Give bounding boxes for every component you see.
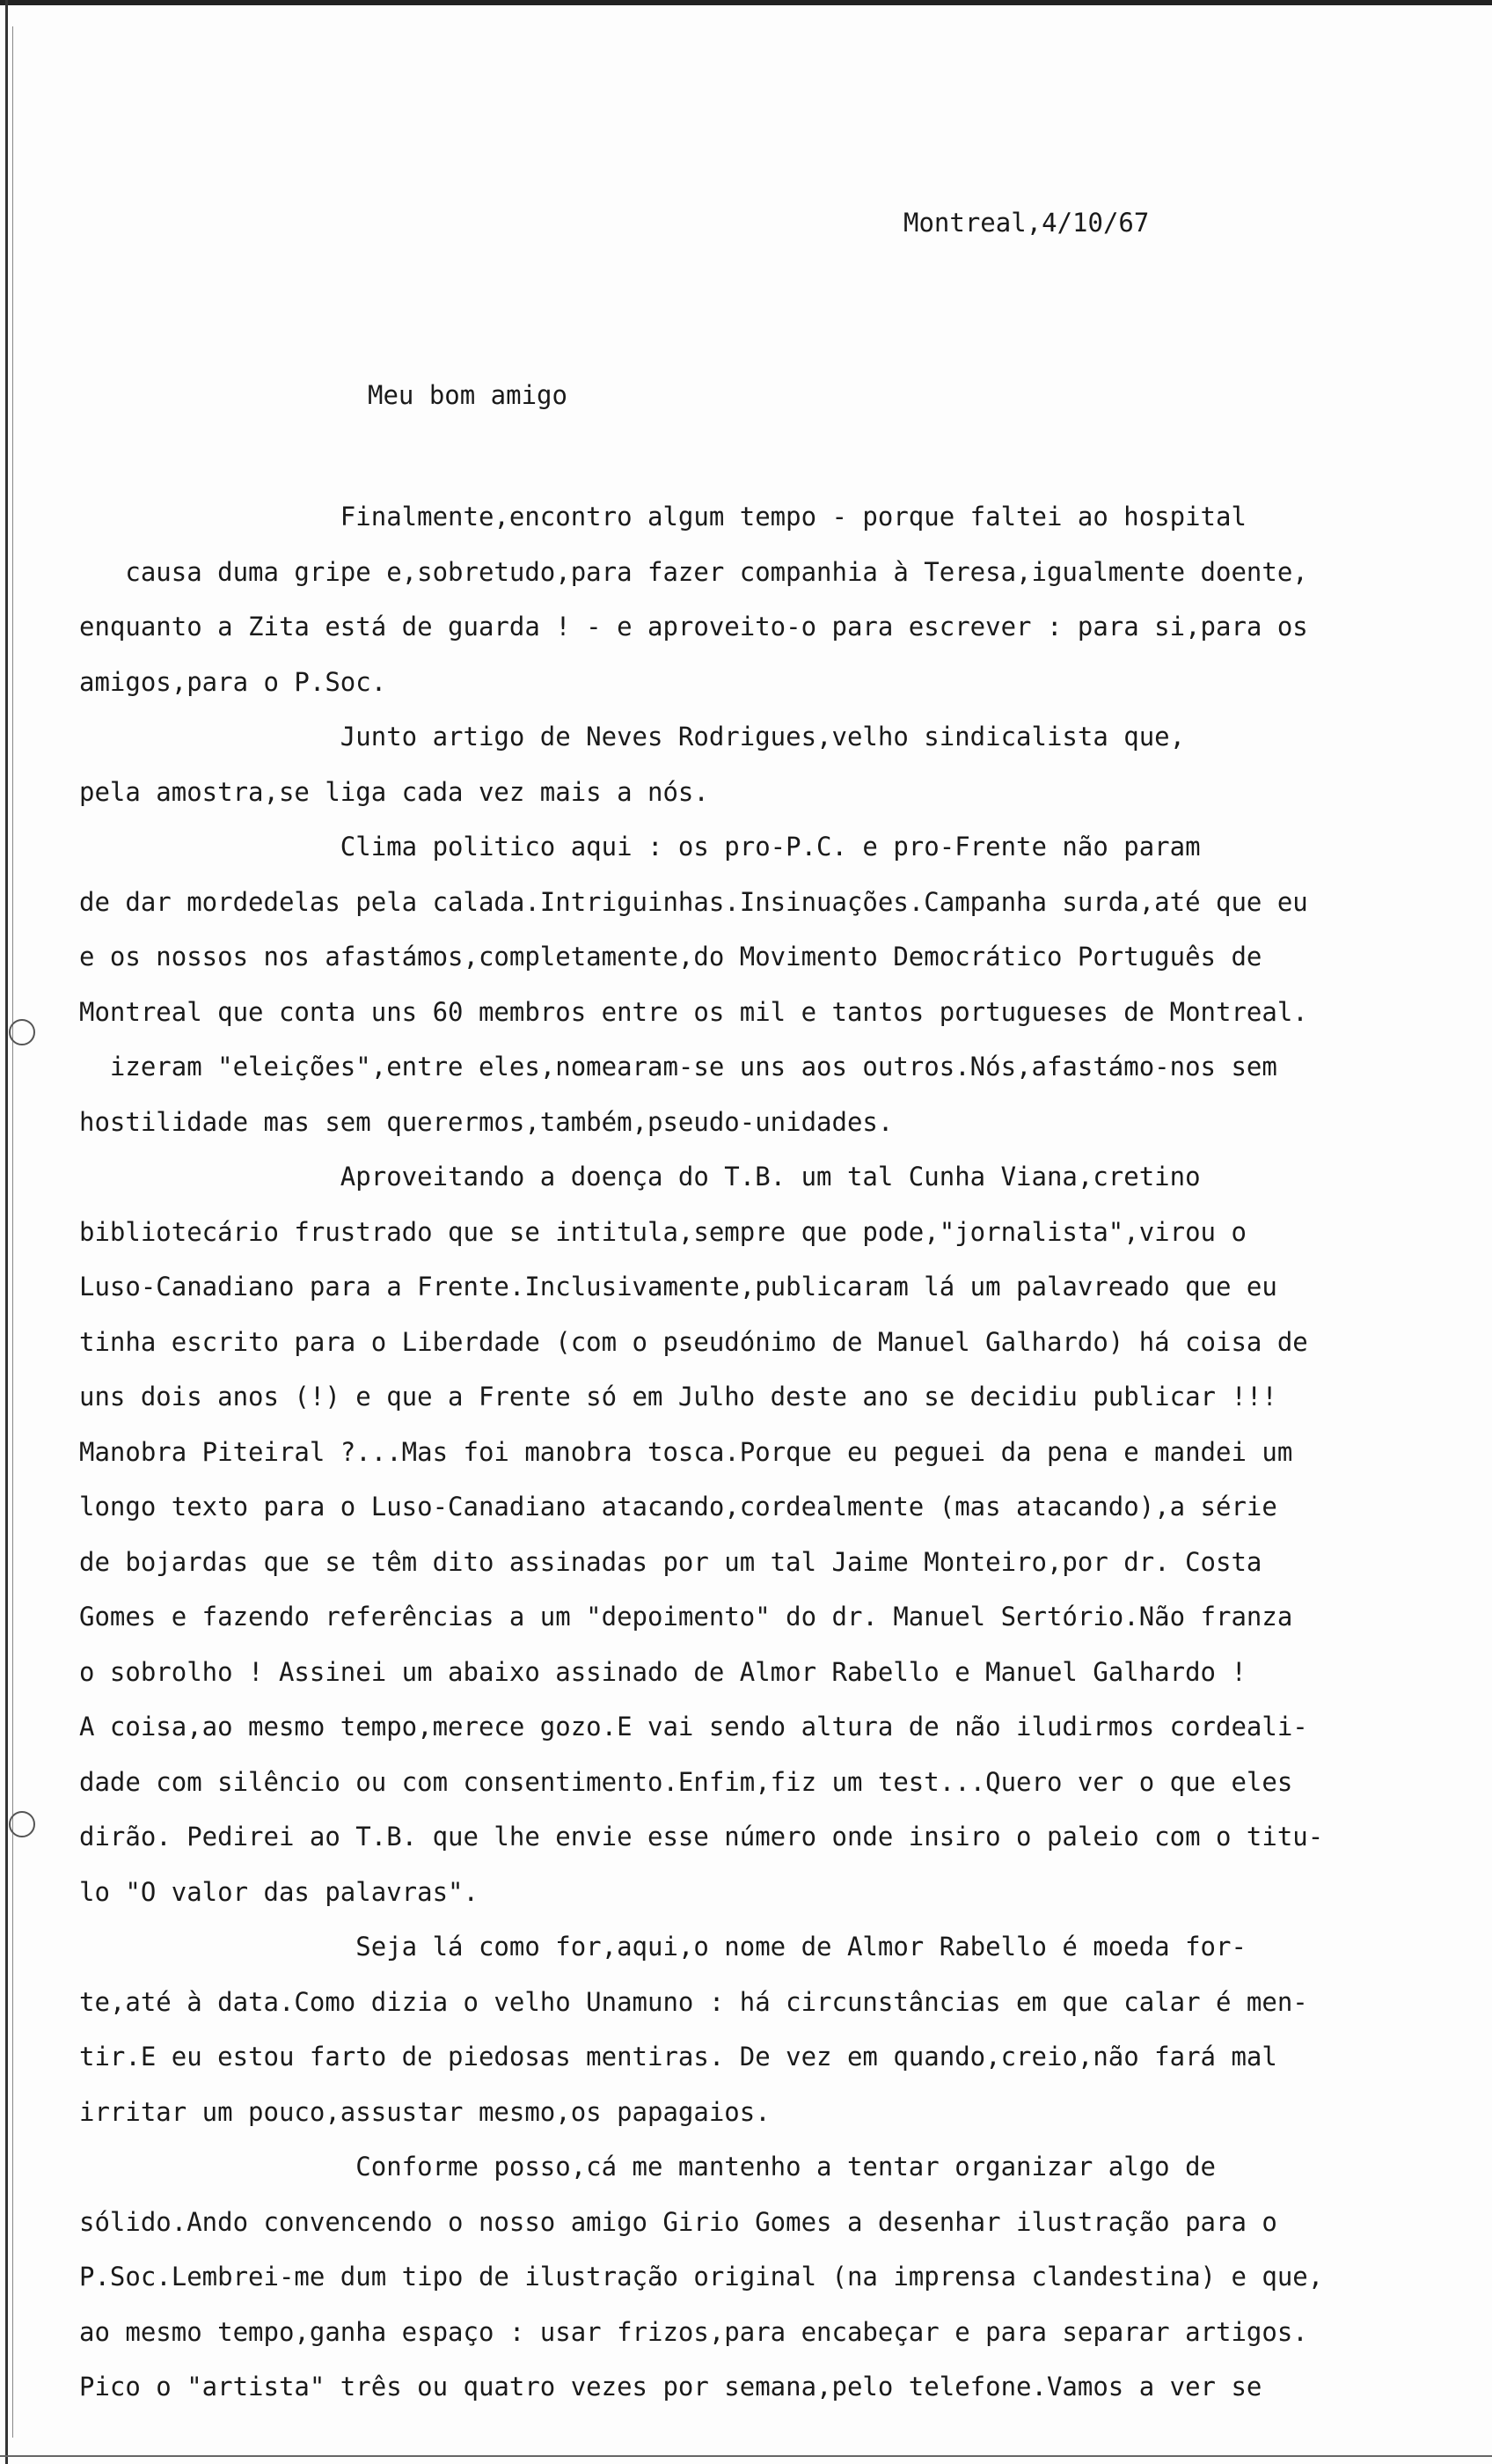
text-line: izeram "eleições",entre eles,nomearam-se uns aos outros.Nós,afastámo-nos sem — [79, 1052, 1277, 1082]
text-line: hostilidade mas sem querermos,também,pseudo-unidades. — [79, 1106, 894, 1137]
punch-hole — [9, 1811, 35, 1837]
page-bottom-edge — [0, 2455, 1492, 2457]
text-line: Aproveitando a doença do T.B. um tal Cunha Viana,cretino — [79, 1162, 1201, 1192]
text-line: te,até à data.Como dizia o velho Unamuno : há circunstâncias em que calar é men- — [79, 1986, 1308, 2017]
letter-salutation: Meu bom amigo — [368, 380, 567, 410]
page-left-fold — [12, 26, 13, 2438]
text-line: ao mesmo tempo,ganha espaço : usar frizos,para encabeçar e para separar artigos. — [79, 2316, 1308, 2347]
text-line: sólido.Ando convencendo o nosso amigo Girio Gomes a desenhar ilustração para o — [79, 2206, 1277, 2237]
punch-hole — [9, 1019, 35, 1045]
page-left-edge — [5, 0, 8, 2464]
text-line: longo texto para o Luso-Canadiano atacando,cordealmente (mas atacando),a série — [79, 1492, 1277, 1522]
text-line: de dar mordedelas pela calada.Intriguinhas.Insinuações.Campanha surda,até que eu — [79, 886, 1308, 917]
text-line: o sobrolho ! Assinei um abaixo assinado de Almor Rabello e Manuel Galhardo ! — [79, 1656, 1247, 1687]
text-line: dade com silêncio ou com consentimento.Enfim,fiz um test...Quero ver o que eles — [79, 1766, 1293, 1797]
text-line: dirão. Pedirei ao T.B. que lhe envie esse número onde insiro o paleio com o titu- — [79, 1822, 1324, 1852]
text-line: Finalmente,encontro algum tempo - porque faltei ao hospital — [79, 502, 1247, 532]
text-line: uns dois anos (!) e que a Frente só em Julho deste ano se decidiu publicar !!! — [79, 1382, 1277, 1412]
text-line: Gomes e fazendo referências a um "depoimento" do dr. Manuel Sertório.Não franza — [79, 1602, 1293, 1632]
letter-body — [79, 489, 1478, 2415]
text-line: irritar um pouco,assustar mesmo,os papagaios. — [79, 2096, 771, 2127]
text-line: amigos,para o P.Soc. — [79, 666, 387, 697]
text-line: tinha escrito para o Liberdade (com o pseudónimo de Manuel Galhardo) há coisa de — [79, 1326, 1308, 1357]
text-line: bibliotecário frustrado que se intitula,sempre que pode,"jornalista",virou o — [79, 1216, 1247, 1247]
text-line: Seja lá como for,aqui,o nome de Almor Rabello é moeda for- — [79, 1932, 1247, 1962]
text-line: tir.E eu estou farto de piedosas mentiras. De vez em quando,creio,não fará mal — [79, 2042, 1277, 2072]
text-line: Conforme posso,cá me mantenho a tentar organizar algo de — [79, 2152, 1217, 2182]
text-line: enquanto a Zita está de guarda ! - e aproveito-o para escrever : para si,para os — [79, 612, 1308, 642]
text-line: pela amostra,se liga cada vez mais a nós. — [79, 776, 709, 807]
text-line: e os nossos nos afastámos,completamente,do Movimento Democrático Português de — [79, 942, 1262, 972]
letter-date: Montreal,4/10/67 — [903, 208, 1150, 238]
text-line: A coisa,ao mesmo tempo,merece gozo.E vai sendo altura de não iludirmos cordeali- — [79, 1712, 1308, 1742]
text-line: P.Soc.Lembrei-me dum tipo de ilustração original (na imprensa clandestina) e que, — [79, 2262, 1324, 2292]
page-top-edge — [0, 0, 1492, 5]
text-line: causa duma gripe e,sobretudo,para fazer companhia à Teresa,igualmente doente, — [79, 556, 1308, 587]
text-line: Montreal que conta uns 60 membros entre os mil e tantos portugueses de Montreal. — [79, 996, 1308, 1027]
text-line: Manobra Piteiral ?...Mas foi manobra tosca.Porque eu peguei da pena e mandei um — [79, 1436, 1293, 1467]
text-line: lo "O valor das palavras". — [79, 1876, 479, 1907]
text-line: Luso-Canadiano para a Frente.Inclusivamente,publicaram lá um palavreado que eu — [79, 1272, 1277, 1302]
text-line: Pico o "artista" três ou quatro vezes por semana,pelo telefone.Vamos a ver se — [79, 2372, 1262, 2402]
text-line: Junto artigo de Neves Rodrigues,velho sindicalista que, — [79, 722, 1186, 752]
text-line: de bojardas que se têm dito assinadas por um tal Jaime Monteiro,por dr. Costa — [79, 1546, 1262, 1577]
text-line: Clima politico aqui : os pro-P.C. e pro-Frente não param — [79, 832, 1201, 862]
